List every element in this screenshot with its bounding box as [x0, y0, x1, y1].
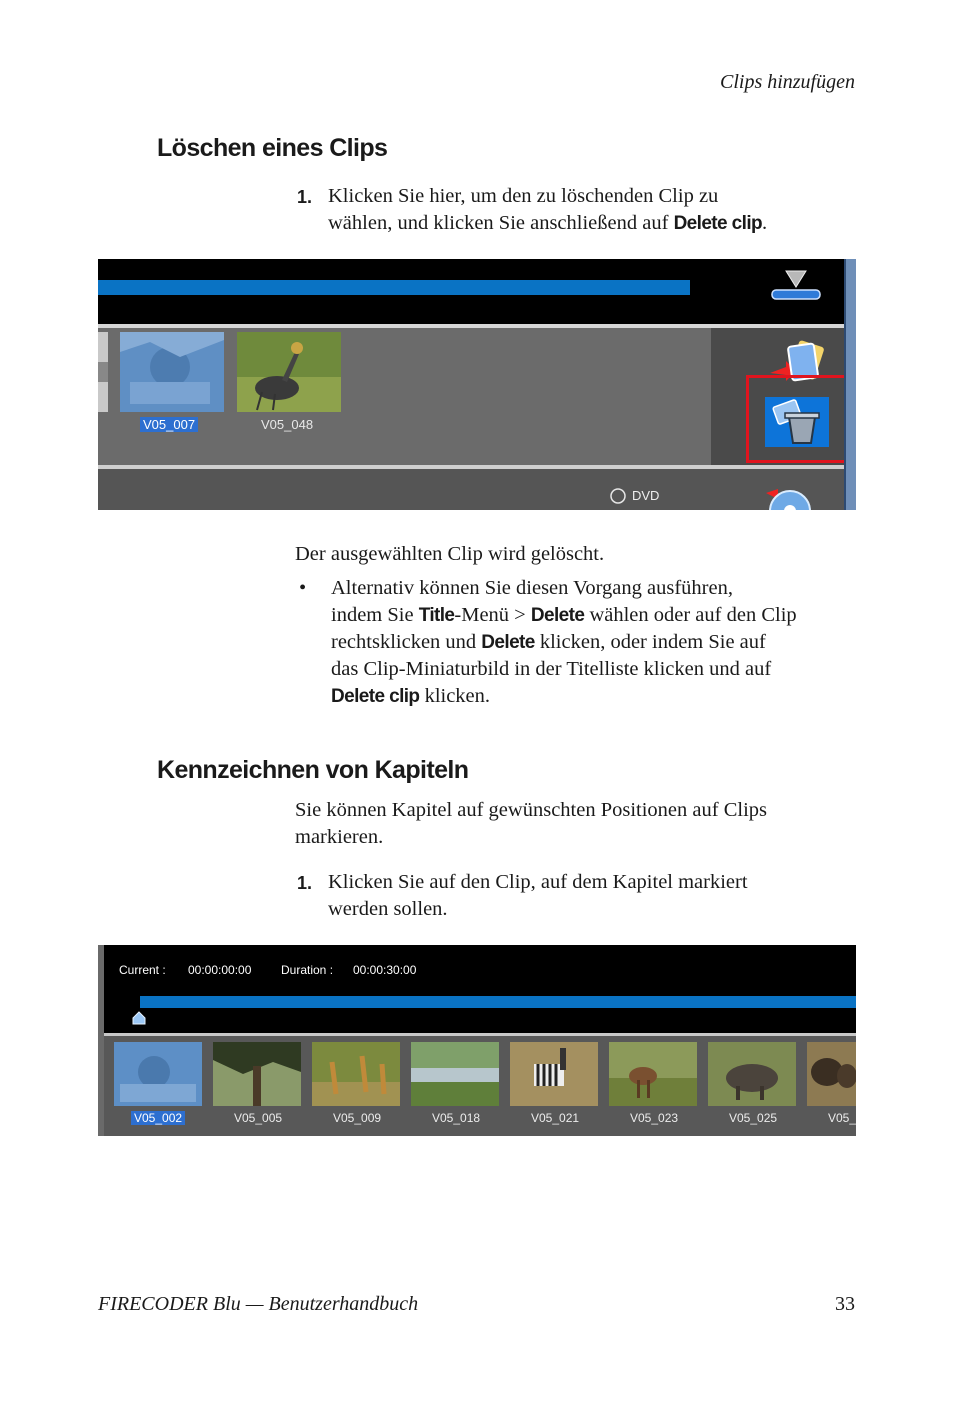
intro-line: Sie können Kapitel auf gewünschten Positionen auf Clips: [295, 799, 767, 821]
footer-book-title: FIRECODER Blu — Benutzerhandbuch: [98, 1293, 419, 1315]
ui-term-delete-clip: Delete clip: [673, 213, 762, 234]
clip-thumbnail[interactable]: [213, 1042, 301, 1106]
text-part: wählen oder auf den Clip: [584, 604, 797, 626]
clip-thumbnail-selected[interactable]: [120, 332, 224, 412]
clip-thumbnail-partial[interactable]: [807, 1042, 856, 1106]
scrollbar[interactable]: [844, 259, 856, 510]
intro-line: markieren.: [295, 826, 384, 848]
clip-label[interactable]: V05_009: [333, 1111, 382, 1125]
step-text-part: .: [762, 212, 768, 234]
duration-value: 00:00:30:00: [353, 963, 417, 977]
text-part: klicken, oder indem Sie auf: [534, 631, 766, 653]
clip-label[interactable]: V05_002: [131, 1111, 185, 1125]
clip-label[interactable]: V05_007: [140, 417, 198, 432]
clip-label[interactable]: V05_021: [531, 1111, 580, 1125]
clip-label[interactable]: V05_018: [432, 1111, 481, 1125]
text-part: klicken.: [419, 685, 491, 707]
clip-label[interactable]: V05_: [828, 1111, 856, 1125]
clip-thumbnail-selected[interactable]: [114, 1042, 202, 1106]
ui-term-delete-clip: Delete clip: [331, 686, 420, 707]
clip-thumbnail[interactable]: [510, 1042, 598, 1106]
text-part: indem Sie: [331, 604, 419, 626]
intro-text: [295, 797, 855, 851]
step-text: [328, 183, 868, 237]
clip-label[interactable]: V05_048: [261, 417, 314, 432]
step-number: 1.: [297, 187, 313, 207]
clip-thumbnail[interactable]: [237, 332, 341, 412]
step-text-part: wählen, und klicken Sie anschließend auf: [328, 212, 674, 234]
playhead-marker-icon[interactable]: [132, 1011, 146, 1025]
bullet-text: [331, 575, 871, 710]
dvd-label: DVD: [632, 488, 660, 503]
step-text: [328, 869, 868, 923]
text-part: rechtsklicken und: [331, 631, 482, 653]
screenshot-delete-clip: [98, 259, 856, 510]
bullet-line: Alternativ können Sie diesen Vorgang ausführen,: [331, 577, 733, 599]
step-line: [328, 210, 868, 237]
section-heading-delete-clip: Löschen eines Clips: [157, 134, 388, 162]
step-line: Klicken Sie auf den Clip, auf dem Kapitel markiert: [328, 871, 748, 893]
running-header: Clips hinzufügen: [719, 71, 855, 93]
clip-thumbnail[interactable]: [312, 1042, 400, 1106]
step-line: Klicken Sie hier, um den zu löschenden Clip zu: [328, 185, 719, 207]
duration-label: Duration :: [281, 963, 334, 977]
eject-icon[interactable]: [768, 267, 824, 303]
ui-term-delete: Delete: [481, 632, 535, 653]
highlight-box: [746, 375, 852, 463]
radio-button-dvd[interactable]: [609, 487, 627, 505]
current-label: Current :: [119, 963, 166, 977]
result-text: Der ausgewählten Clip wird gelöscht.: [295, 543, 605, 565]
clip-thumbnail[interactable]: [609, 1042, 697, 1106]
output-bar: [98, 469, 844, 510]
clip-thumbnail[interactable]: [411, 1042, 499, 1106]
text-part: -Menü >: [454, 604, 531, 626]
clip-label[interactable]: V05_023: [630, 1111, 679, 1125]
bullet-line: [331, 629, 871, 656]
section-heading-chapters: Kennzeichnen von Kapiteln: [157, 756, 469, 784]
bullet-line: das Clip-Miniaturbild in der Titelliste klicken und auf: [331, 658, 772, 680]
bullet-line: [331, 602, 871, 629]
step-number: 1.: [297, 873, 313, 893]
clip-label[interactable]: V05_005: [234, 1111, 283, 1125]
ui-term-delete: Delete: [530, 605, 585, 626]
disc-icon[interactable]: [764, 485, 818, 510]
timeline-progress: [98, 280, 690, 295]
clip-label[interactable]: V05_025: [729, 1111, 778, 1125]
timeline-progress[interactable]: [140, 996, 856, 1008]
page-number: 33: [835, 1293, 855, 1315]
clip-thumbnail-partial[interactable]: [98, 332, 108, 412]
current-value: 00:00:00:00: [188, 963, 252, 977]
step-line: werden sollen.: [328, 898, 448, 920]
ui-term-title: Title: [418, 605, 455, 626]
bullet-line: [331, 683, 871, 710]
clip-thumbnail[interactable]: [708, 1042, 796, 1106]
bullet-symbol: •: [299, 577, 307, 599]
screenshot-chapters: [98, 945, 856, 1136]
